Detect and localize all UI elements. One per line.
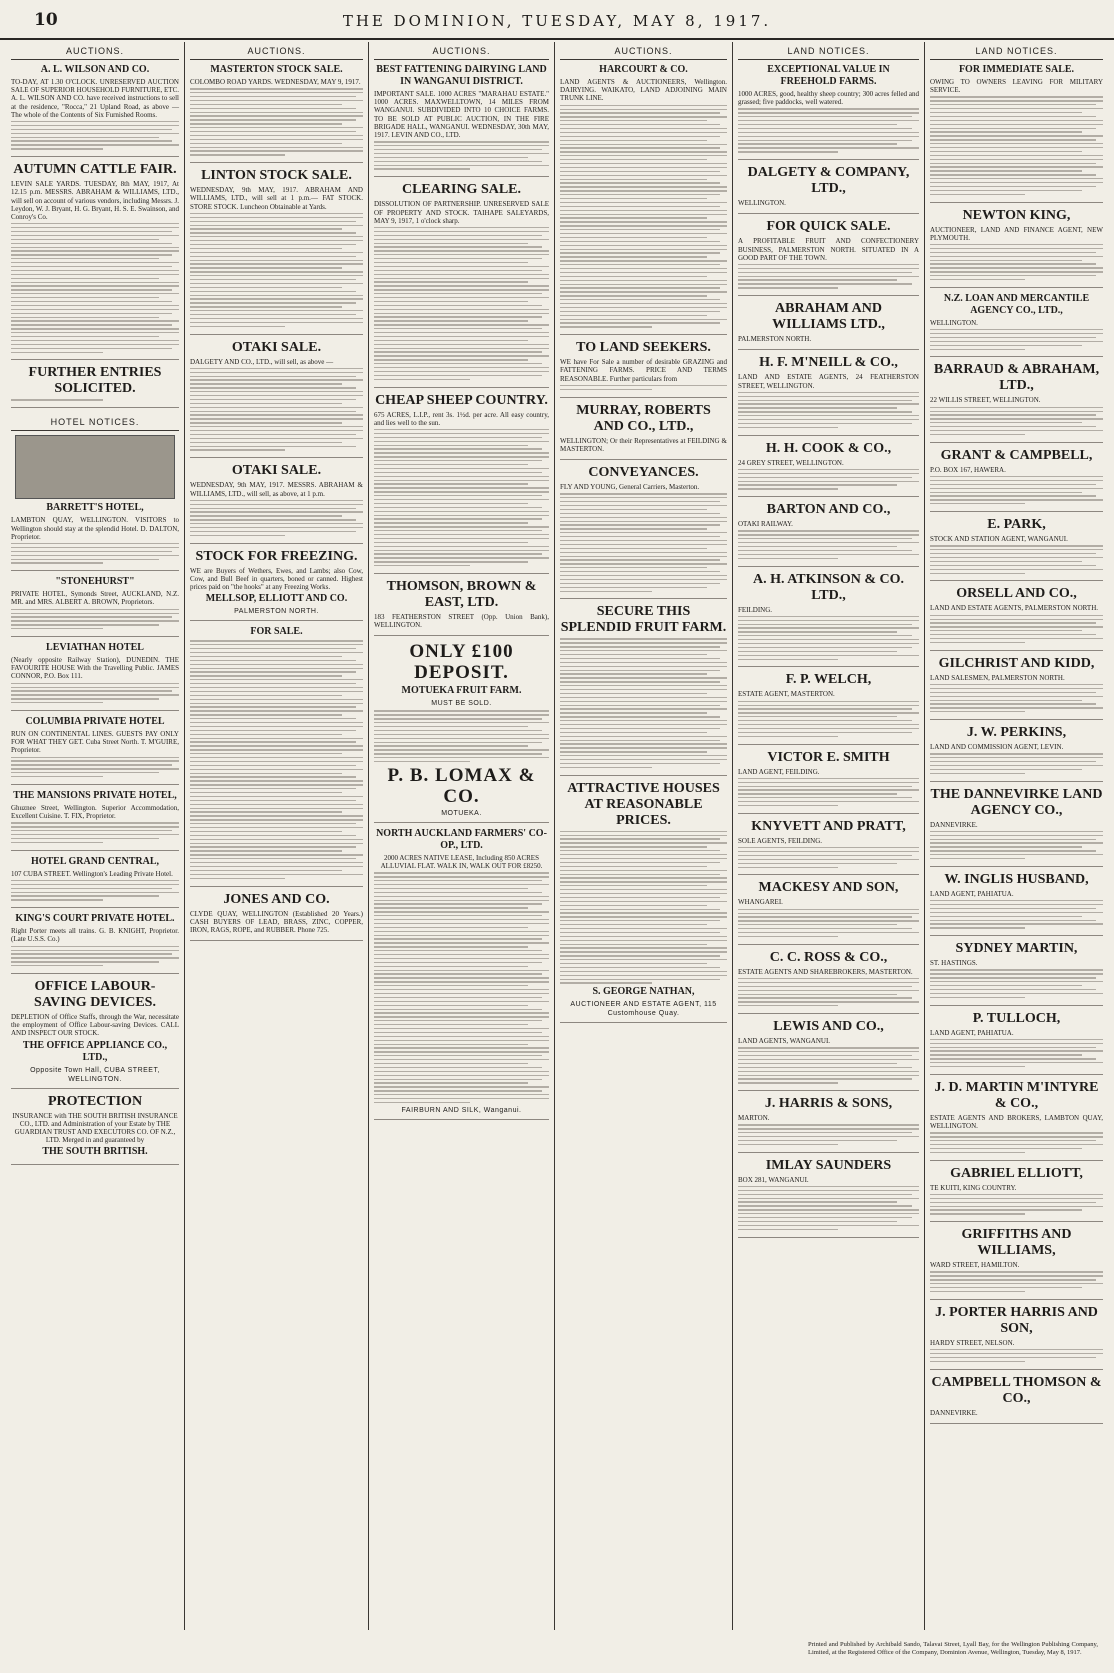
- ad-block: [930, 586, 1103, 650]
- office-text: DEPLETION of Office Staffs, through the War, necessitate the employment of Office Labour-saving Devices. CALL AND INSPECT OUR STOCK.: [11, 1012, 179, 1038]
- text-lines: [374, 227, 549, 380]
- nafc-title: NORTH AUCKLAND FARMERS' CO-OP., LTD.: [376, 827, 547, 851]
- text-lines: [374, 141, 549, 170]
- text-lines: [930, 244, 1103, 280]
- text-lines: [190, 88, 363, 155]
- ad-text: PALMERSTON NORTH.: [738, 335, 812, 344]
- ad-text: LAND AND ESTATE AGENTS, 24 FEATHERSTON STREET, WELLINGTON.: [738, 373, 919, 390]
- ad-block: [11, 365, 179, 408]
- ad-block: [738, 1158, 919, 1238]
- ad-block: [738, 219, 919, 296]
- column-4-blocks: [560, 64, 727, 599]
- hotel-name: COLUMBIA PRIVATE HOTEL: [25, 715, 165, 727]
- ad-headline: AUTUMN CATTLE FAIR.: [13, 162, 177, 178]
- hotel-text: Right Porter meets all trains. G. B. KNIGHT, Proprietor. (Late U.S.S. Co.): [11, 927, 179, 944]
- for-sale-ad: [190, 626, 363, 886]
- ad-headline: FOR QUICK SALE.: [766, 219, 891, 235]
- ad-block: [190, 463, 363, 543]
- text-lines: [930, 1039, 1103, 1068]
- ad-block: [930, 1305, 1103, 1370]
- hotel-name: KING'S COURT PRIVATE HOTEL.: [15, 913, 175, 925]
- text-lines: [930, 831, 1103, 860]
- ad-text: LAND AND COMMISSION AGENT, LEVIN.: [930, 743, 1064, 752]
- text-lines: [738, 469, 919, 490]
- masthead: [0, 0, 1114, 40]
- ad-headline: NEWTON KING,: [962, 207, 1071, 223]
- ad-headline: J. HARRIS & SONS,: [764, 1096, 893, 1112]
- hotel-notices-heading: HOTEL NOTICES.: [11, 413, 179, 431]
- ad-block: [738, 750, 919, 814]
- ad-block: [930, 1011, 1103, 1075]
- george-name: S. GEORGE NATHAN,: [592, 986, 695, 998]
- ad-block: [738, 165, 919, 214]
- text-lines: [11, 683, 179, 704]
- ad-text: LAND AGENT, FEILDING.: [738, 767, 820, 776]
- ad-text: 24 GREY STREET, WELLINGTON.: [738, 458, 844, 467]
- ad-text: ESTATE AGENTS AND BROKERS, LAMBTON QUAY, WELLINGTON.: [930, 1113, 1103, 1131]
- secure-title: SECURE THIS SPLENDID FRUIT FARM.: [560, 604, 727, 636]
- column-3: [368, 42, 554, 1630]
- text-lines: [930, 1271, 1103, 1292]
- hotel-name: THE MANSIONS PRIVATE HOTEL,: [13, 789, 177, 801]
- office-devices-ad: [11, 979, 179, 1089]
- ad-headline: W. INGLIS HUSBAND,: [944, 871, 1089, 887]
- ad-text: OWING TO OWNERS LEAVING FOR MILITARY SERVICE.: [930, 78, 1103, 95]
- text-lines: [930, 1349, 1103, 1362]
- ad-block: [560, 465, 727, 599]
- column-1-blocks: [11, 64, 179, 408]
- ad-headline: HARCOURT & CO.: [599, 64, 688, 75]
- column-3-blocks: [374, 64, 549, 636]
- hotel-notice: [11, 502, 179, 571]
- ad-headline: MACKESY AND SON,: [758, 880, 899, 896]
- hotel-notice: [11, 856, 179, 909]
- ad-text: BOX 281, WANGANUI.: [738, 1175, 809, 1184]
- ad-text: WEDNESDAY, 9th MAY, 1917. MESSRS. ABRAHAM & WILLIAMS, LTD., will sell, as above, at 1 p.m.: [190, 481, 363, 498]
- motueka-title: MOTUEKA FRUIT FARM.: [401, 685, 522, 697]
- ad-headline: BARTON AND CO.,: [766, 502, 891, 518]
- fruit-farm-ad: [560, 604, 727, 775]
- ad-block: [190, 168, 363, 334]
- ad-block: [738, 1096, 919, 1153]
- ad-headline: C. C. ROSS & CO.,: [769, 949, 888, 965]
- newspaper-title: THE DOMINION, TUESDAY, MAY 8, 1917.: [342, 12, 772, 30]
- ad-headline: GILCHRIST AND KIDD,: [938, 655, 1095, 671]
- ad-block: [374, 64, 549, 177]
- ad-headline: GRIFFITHS AND WILLIAMS,: [961, 1227, 1072, 1259]
- ad-block: [738, 1019, 919, 1091]
- column-heading: LAND NOTICES.: [738, 42, 919, 60]
- ad-block: [930, 293, 1103, 358]
- ad-headline: MASTERTON STOCK SALE.: [210, 64, 343, 75]
- text-lines: [930, 329, 1103, 350]
- column-heading: AUCTIONS.: [560, 42, 727, 60]
- text-lines: [11, 880, 179, 901]
- ad-headline: A. L. WILSON AND CO.: [40, 64, 150, 75]
- freezing-company: MELLSOP, ELLIOTT AND CO.: [205, 593, 348, 605]
- ad-text: WARD STREET, HAMILTON.: [930, 1261, 1020, 1270]
- ad-headline: H. F. M'NEILL & CO.,: [759, 355, 898, 371]
- text-lines: [190, 213, 363, 327]
- ad-headline: GRANT & CAMPBELL,: [940, 447, 1093, 463]
- ad-block: [930, 1375, 1103, 1424]
- hotel-notice: [11, 576, 179, 637]
- nafc-sub: 2000 ACRES NATIVE LEASE, Including 850 ACRES ALLUVIAL FLAT. WALK IN, WALK OUT FOR £8250.: [380, 853, 543, 871]
- ad-text: FLY AND YOUNG, General Carriers, Masterton.: [560, 483, 700, 492]
- ad-block: [738, 502, 919, 566]
- text-lines: [930, 969, 1103, 998]
- column-heading: AUCTIONS.: [190, 42, 363, 60]
- text-lines: [930, 96, 1103, 195]
- hotel-name: HOTEL GRAND CENTRAL,: [30, 855, 160, 867]
- page-footer: [0, 1631, 1114, 1673]
- protection-footer: THE SOUTH BRITISH.: [42, 1146, 148, 1158]
- column-6: [924, 42, 1108, 1630]
- text-lines: [190, 368, 363, 451]
- ad-text: TE KUITI, KING COUNTRY.: [930, 1183, 1017, 1192]
- ad-text: 1000 ACRES, good, healthy sheep country; 300 acres felled and grassed; five paddocks, well watered.: [738, 90, 919, 107]
- motueka-sub: MUST BE SOLD.: [431, 700, 492, 708]
- ad-text: IMPORTANT SALE. 1000 ACRES "MARAHAU ESTATE." 1000 ACRES. MAXWELLTOWN, 14 MILES FROM WANGANUI. SUBDIVIDED INTO 10 CHOICE FARMS. TO BE SOLD AT PUBLIC AUCTION, IN THE FIRE BRIGADE HALL, WANGANUI. WEDNESDAY, 30th MAY, 1917. LEVIN AND CO., LTD.: [374, 90, 549, 140]
- ad-block: [374, 393, 549, 574]
- text-lines: [738, 847, 919, 868]
- ad-headline: LEWIS AND CO.,: [773, 1019, 884, 1035]
- ad-text: 675 ACRES, L.I.P., rent 3s. 1½d. per acre. All easy country, and lies well to the sun.: [374, 410, 549, 427]
- hotel-text: Ghuznee Street, Wellington. Superior Accommodation, Excellent Cuisine. T. FIX, Proprietor.: [11, 803, 179, 821]
- ad-headline: P. TULLOCH,: [972, 1010, 1061, 1026]
- ad-text: WELLINGTON.: [738, 199, 786, 208]
- ad-block: [930, 872, 1103, 936]
- hotel-text: PRIVATE HOTEL, Symonds Street, AUCKLAND, N.Z. MR. and MRS. ALBERT A. BROWN, Proprietors.: [11, 590, 179, 607]
- jones-ad: [190, 892, 363, 942]
- ad-text: LAND SALESMEN, PALMERSTON NORTH.: [930, 673, 1065, 682]
- ad-block: [930, 1080, 1103, 1161]
- text-lines: [930, 753, 1103, 774]
- ad-headline: VICTOR E. SMITH: [767, 749, 890, 765]
- ad-block: [930, 941, 1103, 1005]
- text-lines: [11, 121, 179, 150]
- column-heading: AUCTIONS.: [374, 42, 549, 60]
- ad-headline: KNYVETT AND PRATT,: [751, 818, 906, 834]
- ad-text: LAND AND ESTATE AGENTS, PALMERSTON NORTH.: [930, 604, 1099, 613]
- hotel-notice: [11, 642, 179, 711]
- ad-headline: DALGETY & COMPANY, LTD.,: [747, 165, 910, 197]
- text-lines: [930, 615, 1103, 644]
- protection-ad: [11, 1094, 179, 1166]
- ad-headline: GABRIEL ELLIOTT,: [950, 1165, 1083, 1181]
- hotel-name: BARRETT'S HOTEL,: [46, 502, 144, 514]
- ad-text: ESTATE AGENTS AND SHAREBROKERS, MASTERTON.: [738, 967, 913, 976]
- ad-text: STOCK AND STATION AGENT, WANGANUI.: [930, 535, 1068, 544]
- ad-block: [738, 355, 919, 435]
- text-lines: [930, 900, 1103, 929]
- attractive-title: ATTRACTIVE HOUSES AT REASONABLE PRICES.: [567, 780, 720, 828]
- ad-text: WEDNESDAY, 9th MAY, 1917. ABRAHAM AND WILLIAMS, LTD., will sell at 1 p.m.— FAT STOCK. STORE STOCK. Luncheon Obtainable at Yards.: [190, 186, 363, 211]
- text-lines: [738, 1186, 919, 1230]
- ad-text: ST. HASTINGS.: [930, 959, 978, 968]
- ad-text: 183 FEATHERSTON STREET (Opp. Union Bank), WELLINGTON.: [374, 613, 549, 630]
- ad-headline: LINTON STOCK SALE.: [201, 168, 352, 184]
- ad-headline: CONVEYANCES.: [588, 465, 699, 481]
- hotel-name: LEVIATHAN HOTEL: [46, 642, 144, 654]
- text-lines: [738, 616, 919, 660]
- ad-block: [930, 1166, 1103, 1223]
- ad-block: [930, 208, 1103, 288]
- text-lines: [11, 757, 179, 778]
- column-heading: LAND NOTICES.: [930, 42, 1103, 60]
- hotel-list: [11, 502, 179, 974]
- ad-text: LAND AGENTS, WANGANUI.: [738, 1037, 831, 1046]
- ad-headline: BEST FATTENING DAIRYING LAND IN WANGANUI DISTRICT.: [376, 64, 547, 87]
- ad-headline: BARRAUD & ABRAHAM, LTD.,: [933, 362, 1100, 394]
- text-lines: [11, 609, 179, 630]
- text-lines: [930, 476, 1103, 505]
- hotel-illustration: [15, 435, 175, 499]
- text-lines: [930, 407, 1103, 436]
- ad-text: DANNEVIRKE.: [930, 1408, 978, 1417]
- text-lines: [738, 778, 919, 807]
- ad-headline: TO LAND SEEKERS.: [576, 340, 711, 356]
- ad-text: P.O. BOX 167, HAWERA.: [930, 465, 1006, 474]
- ad-text: COLOMBO ROAD YARDS. WEDNESDAY, MAY 9, 1917.: [190, 78, 361, 86]
- fairburn: FAIRBURN AND SILK, Wanganui.: [401, 1106, 522, 1114]
- ad-headline: SYDNEY MARTIN,: [955, 941, 1078, 957]
- column-heading: AUCTIONS.: [11, 42, 179, 60]
- text-lines: [738, 701, 919, 737]
- ad-headline: ORSELL AND CO.,: [956, 586, 1077, 602]
- ad-block: [930, 725, 1103, 782]
- ad-headline: IMLAY SAUNDERS: [765, 1157, 892, 1173]
- column-4: [554, 42, 732, 1630]
- jones-text: CLYDE QUAY, WELLINGTON (Established 20 Years.) CASH BUYERS OF LEAD, BRASS, ZINC, COPPER, IRON, RAGS, ROPE, and RUBBER. Phone 725.: [190, 909, 363, 934]
- page-number: 10: [34, 10, 58, 30]
- ad-text: MARTON.: [738, 1114, 770, 1123]
- ad-text: OTAKI RAILWAY.: [738, 520, 793, 529]
- imprint: Printed and Published by Archibald Sando, Talavai Street, Lyall Bay, for the Wellington Publishing Company, Limited, at the Registered Office of the Company, Dominion Avenue, Wellington, Tuesday, May 8, 1917.: [808, 1641, 1098, 1656]
- hotel-notice: [11, 790, 179, 851]
- ad-text: TO-DAY, AT 1.30 O'CLOCK. UNRESERVED AUCTION SALE OF SUPERIOR HOUSEHOLD FURNITURE, ETC. A. L. WILSON AND CO. have received instructions to sell at the residence, "Rocca," 21 Upland Road, as above — The whole of the Contents of Six Furnished Rooms.: [11, 78, 179, 119]
- ad-block: [930, 656, 1103, 720]
- hotel-text: RUN ON CONTINENTAL LINES. GUESTS PAY ONLY FOR WHAT THEY GET. Cuba Street North. T. M'GUIRE, Proprietor.: [11, 729, 179, 755]
- only-deposit-title: ONLY £100 DEPOSIT.: [409, 641, 514, 684]
- ad-headline: J. PORTER HARRIS AND SON,: [935, 1304, 1098, 1336]
- office-company: THE OFFICE APPLIANCE CO., LTD.,: [22, 1039, 168, 1063]
- attractive-houses-ad: [560, 781, 727, 1024]
- ad-text: WE have For Sale a number of desirable GRAZING and FATTENING FARMS. PRICE AND TERMS REASONABLE. Further particulars from: [560, 358, 727, 383]
- ad-block: [190, 340, 363, 459]
- ad-block: [738, 301, 919, 350]
- ad-headline: THOMSON, BROWN & EAST, LTD.: [386, 579, 537, 611]
- ad-headline: CHEAP SHEEP COUNTRY.: [375, 392, 548, 408]
- george-sub: AUCTIONEER AND ESTATE AGENT, 115 Customhouse Quay.: [570, 1001, 717, 1018]
- ad-block: [738, 819, 919, 876]
- text-lines: [374, 710, 549, 762]
- text-lines: [560, 385, 727, 390]
- ad-headline: J. D. MARTIN M'INTYRE & CO.,: [934, 1079, 1099, 1111]
- ad-block: [560, 403, 727, 460]
- ad-text: 22 WILLIS STREET, WELLINGTON.: [930, 396, 1041, 405]
- stock-freezing-ad: [190, 549, 363, 622]
- ad-block: [11, 64, 179, 157]
- text-lines: [930, 1194, 1103, 1215]
- text-lines: [738, 1124, 919, 1145]
- text-lines: [190, 640, 363, 879]
- ad-headline: H. H. COOK & CO.,: [765, 440, 892, 456]
- hotel-text: LAMBTON QUAY, WELLINGTON. VISITORS to Wellington should stay at the splendid Hotel. D. DALTON, Proprietor.: [11, 516, 179, 541]
- text-lines: [930, 1132, 1103, 1153]
- ad-headline: ABRAHAM AND WILLIAMS LTD.,: [772, 301, 885, 333]
- text-lines: [738, 909, 919, 938]
- freezing-address: PALMERSTON NORTH.: [234, 608, 319, 616]
- ad-text: SOLE AGENTS, FEILDING.: [738, 836, 822, 845]
- ad-block: [930, 787, 1103, 867]
- ad-text: AUCTIONEER, LAND AND FINANCE AGENT, NEW PLYMOUTH.: [930, 225, 1103, 242]
- ad-text: LAND AGENT, PAHIATUA.: [930, 1028, 1014, 1037]
- ad-headline: EXCEPTIONAL VALUE IN FREEHOLD FARMS.: [767, 64, 890, 87]
- text-lines: [11, 946, 179, 967]
- ad-text: LAND AGENT, PAHIATUA.: [930, 889, 1014, 898]
- text-lines: [738, 264, 919, 289]
- ad-text: DANNEVIRKE.: [930, 820, 978, 829]
- column-1: [6, 42, 184, 1630]
- ad-block: [930, 517, 1103, 581]
- ad-block: [738, 572, 919, 668]
- ad-block: [930, 362, 1103, 442]
- ad-headline: FOR IMMEDIATE SALE.: [958, 64, 1075, 75]
- ad-block: [190, 64, 363, 163]
- office-title: OFFICE LABOUR-SAVING DEVICES.: [34, 978, 156, 1010]
- column-5: [732, 42, 924, 1630]
- ad-headline: FURTHER ENTRIES SOLICITED.: [28, 365, 162, 397]
- ad-headline: MURRAY, ROBERTS AND CO., LTD.,: [576, 402, 711, 434]
- ad-headline: A. H. ATKINSON & CO. LTD.,: [752, 571, 905, 603]
- ad-block: [374, 579, 549, 636]
- lomax-name: P. B. LOMAX & CO.: [387, 764, 536, 807]
- ad-headline: CAMPBELL THOMSON & CO.,: [931, 1374, 1102, 1406]
- text-lines: [374, 872, 549, 1103]
- text-lines: [190, 500, 363, 536]
- column-2-blocks: [190, 64, 363, 544]
- for-sale-title: FOR SALE.: [250, 626, 303, 638]
- office-address: Opposite Town Hall, CUBA STREET, WELLINGTON.: [30, 1066, 160, 1083]
- ad-block: [930, 64, 1103, 203]
- ad-headline: CLEARING SALE.: [401, 182, 522, 198]
- text-lines: [11, 822, 179, 843]
- ad-headline: J. W. PERKINS,: [966, 725, 1067, 741]
- text-lines: [560, 638, 727, 768]
- column-2: [184, 42, 368, 1630]
- ad-headline: E. PARK,: [987, 517, 1046, 533]
- text-lines: [11, 223, 179, 353]
- hotel-notice: [11, 913, 179, 974]
- column-5-blocks: [738, 64, 919, 1238]
- text-lines: [738, 392, 919, 428]
- freezing-title: STOCK FOR FREEZING.: [195, 548, 358, 564]
- text-lines: [738, 530, 919, 559]
- ad-headline: F. P. WELCH,: [785, 672, 872, 688]
- text-lines: [738, 108, 919, 152]
- text-lines: [738, 1047, 919, 1083]
- text-lines: [930, 684, 1103, 713]
- ad-block: [738, 950, 919, 1014]
- ad-text: WELLINGTON.: [930, 318, 978, 327]
- hotel-text: (Nearly opposite Railway Station), DUNEDIN. THE FAVOURITE HOUSE With the Travelling Public. JAMES CONNOR, P.O. Box 111.: [11, 656, 179, 681]
- north-auckland-ad: [374, 828, 549, 1120]
- ad-text: WELLINGTON; Or their Representatives at FEILDING & MASTERTON.: [560, 436, 727, 453]
- ad-block: [738, 441, 919, 498]
- ad-text: A PROFITABLE FRUIT AND CONFECTIONERY BUSINESS, PALMERSTON NORTH. SITUATED IN A GOOD PART OF THE TOWN.: [738, 237, 919, 262]
- ad-text: ESTATE AGENT, MASTERTON.: [738, 690, 835, 699]
- column-6-blocks: [930, 64, 1103, 1424]
- protection-title: PROTECTION: [47, 1093, 143, 1109]
- only-deposit-ad: [374, 641, 549, 822]
- text-lines: [738, 978, 919, 1007]
- ad-text: DALGETY AND CO., LTD., will sell, as above —: [190, 357, 334, 366]
- ad-block: [738, 64, 919, 160]
- ad-headline: OTAKI SALE.: [231, 463, 322, 479]
- ad-text: HARDY STREET, NELSON.: [930, 1338, 1015, 1347]
- ad-text: DISSOLUTION OF PARTNERSHIP. UNRESERVED SALE OF PROPERTY AND STOCK. TAIHAPE SALEYARDS, MAY 9, 1917, 1 o'clock sharp.: [374, 200, 549, 225]
- text-lines: [930, 545, 1103, 574]
- protection-text: INSURANCE with THE SOUTH BRITISH INSURANCE CO., LTD. and Administration of your Estate by THE GUARDIAN TRUST AND EXECUTORS CO. OF N.Z., LTD. Merged in and guaranteed by: [12, 1111, 178, 1145]
- ad-text: FEILDING.: [738, 605, 773, 614]
- ad-block: [738, 672, 919, 744]
- ad-block: [560, 340, 727, 397]
- ad-block: [738, 880, 919, 944]
- ad-headline: N.Z. LOAN AND MERCANTILE AGENCY CO., LTD.,: [943, 292, 1090, 316]
- freezing-text: WE are Buyers of Wethers, Ewes, and Lambs; also Cow, Cow, and Bull Beef in quarters, boned or canned. Highest prices paid on "the hooks" at any Freezing Works.: [190, 566, 363, 592]
- ad-text: WHANGAREI.: [738, 898, 783, 907]
- ad-text: LAND AGENTS & AUCTIONEERS, Wellington. DAIRYING. WAIKATO, LAND ADJOINING MAIN TRUNK LINE.: [560, 78, 727, 103]
- ad-block: [930, 448, 1103, 512]
- lomax-place: MOTUEKA.: [441, 809, 482, 817]
- text-lines: [11, 399, 179, 400]
- text-lines: [374, 429, 549, 566]
- text-lines: [11, 543, 179, 564]
- ad-text: LEVIN SALE YARDS. TUESDAY, 8th MAY, 1917, At 12.15 p.m. MESSRS. ABRAHAM & WILLIAMS, LTD., will sell on account of various vendors, including Messrs. J. Leydon, W. J. Bryant, H. G. Bryant, H. S. E. Swainson, and Conroy's Co.: [11, 180, 179, 221]
- text-lines: [560, 105, 727, 328]
- text-lines: [560, 831, 727, 984]
- jones-name: JONES AND CO.: [223, 891, 330, 907]
- ad-headline: OTAKI SALE.: [231, 339, 322, 355]
- ad-block: [374, 182, 549, 387]
- hotel-name: "STONEHURST": [55, 576, 135, 588]
- ad-block: [930, 1227, 1103, 1300]
- hotel-text: 107 CUBA STREET. Wellington's Leading Private Hotel.: [11, 869, 173, 878]
- ad-block: [560, 64, 727, 335]
- hotel-notice: [11, 716, 179, 785]
- ad-block: [11, 162, 179, 360]
- ad-headline: THE DANNEVIRKE LAND AGENCY CO.,: [930, 786, 1103, 818]
- text-lines: [560, 493, 727, 592]
